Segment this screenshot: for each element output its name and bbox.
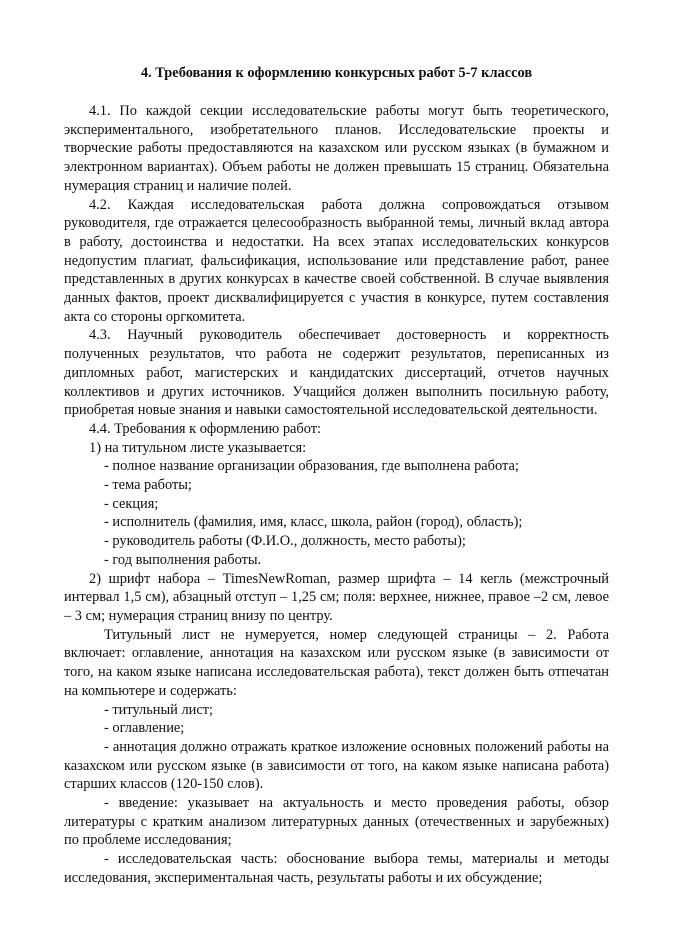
paragraph-4-3: 4.3. Научный руководитель обеспечивает достоверность и корректность полученных результатов, что работа не содержит результатов, переписанных из дипломных работ, магистерских и кандидатских диссертаций, отчетов научных коллективов и других источников. Учащийся должен выполнить посильную работу, приобретая новые знания и навыки самостоятельной исследовательской деятельности. — [64, 327, 609, 419]
document-body — [64, 102, 609, 888]
list-item: - титульный лист; — [104, 701, 214, 718]
list-item: - полное название организации образования, где выполнена работа; — [104, 458, 519, 475]
annotation-item: - аннотация должно отражать краткое изложение основных положений работы на казахском или русском языке (в зависимости от того, на каком языке написана работа) старших классов (120-150 слов). — [64, 738, 609, 793]
font-requirements: 2) шрифт набора – TimesNewRoman, размер шрифта – 14 кегль (межстрочный интервал 1,5 см), абзацный отступ – 1,25 см; поля: верхнее, нижнее, правое –2 см, левое – 3 см; нумерация страниц внизу по центру. — [64, 570, 609, 624]
title-page-numbering: Титульный лист не нумеруется, номер следующей страницы – 2. Работа включает: оглавление, аннотация на казахском или русском языке (в зависимости от того, на каком языке написана исследовательская работа), текст должен быть отпечатан на компьютере и содержать: — [64, 626, 609, 699]
paragraph-4-1: 4.1. По каждой секции исследовательские работы могут быть теоретического, экспериментального, изобретательного планов. Исследовательские проекты и творческие работы предоставляются на казахском или русском языках (в бумажном и электронном вариантах). Объем работы не должен превышать 15 страниц. Обязательна нумерация страниц и наличие полей. — [64, 103, 609, 194]
section-title: 4. Требования к оформлению конкурсных работ 5-7 классов — [140, 65, 533, 81]
paragraph-4-4: 4.4. Требования к оформлению работ: — [89, 420, 322, 437]
research-part-item: - исследовательская часть: обоснование выбора темы, материалы и методы исследования, экспериментальная часть, результаты работы и их обсуждение; — [64, 851, 609, 886]
list-item: - оглавление; — [104, 720, 185, 737]
introduction-item: - введение: указывает на актуальность и место проведения работы, обзор литературы с кратким анализом литературных данных (отечественных и зарубежных) по проблеме исследования; — [64, 795, 609, 849]
title-page-heading: 1) на титульном листе указывается: — [89, 439, 307, 456]
list-item: - секция; — [104, 495, 159, 512]
list-item: - исполнитель (фамилия, имя, класс, школа, район (город), область); — [104, 514, 523, 531]
list-item: - руководитель работы (Ф.И.О., должность, место работы); — [104, 533, 466, 550]
list-item: - год выполнения работы. — [104, 551, 262, 568]
list-item: - тема работы; — [104, 477, 192, 494]
paragraph-4-2: 4.2. Каждая исследовательская работа должна сопровождаться отзывом руководителя, где отражается целесообразность выбранной темы, личный вклад автора в работу, достоинства и недостатки. На всех этапах исследовательских конкурсов недопустим плагиат, фальсификация, использование или представление работ, ранее представленных в других конкурсах в качестве своей собственной. В случае выявления данных фактов, проект дисквалифицируется с участия в конкурсе, путем составления акта со стороны оргкомитета. — [64, 196, 609, 325]
